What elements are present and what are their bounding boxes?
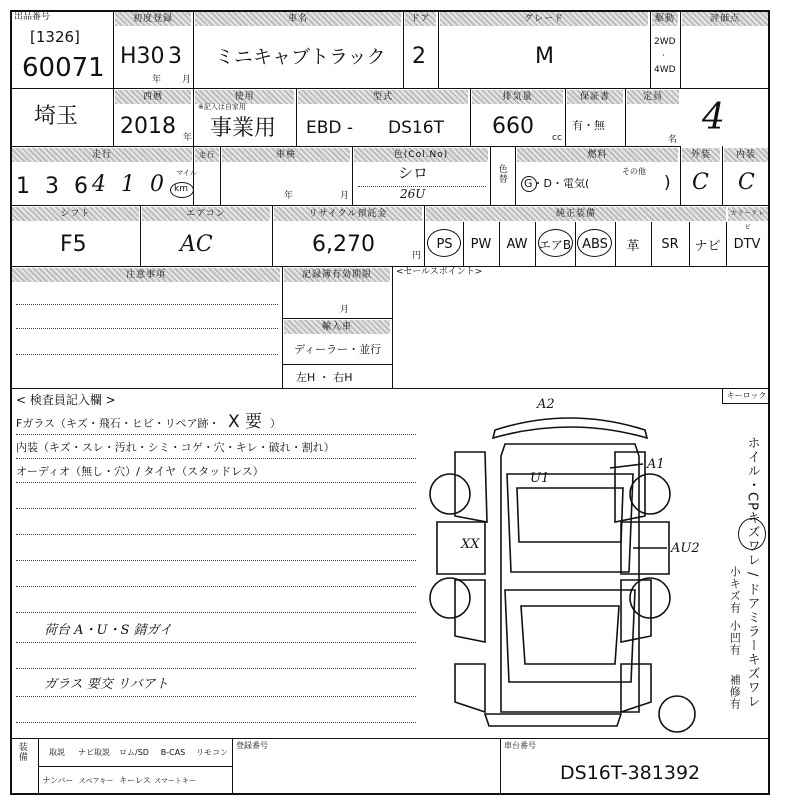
drive-label: 駆動 [652,12,678,26]
doors: 2 [412,44,426,69]
body-outline [501,444,639,712]
footer-divider [500,738,501,795]
inspector-glass-close: ） [270,417,281,430]
carname-label: 車名 [195,12,401,26]
usage-label: 使用 [195,90,294,104]
model-prefix: EBD - [306,118,354,138]
capacity-label: 定員 [627,90,679,104]
equip-ps-circle [427,229,461,257]
inspector-line [16,586,416,587]
row4-divider [424,205,425,266]
equip-sunroof: SR [661,236,679,252]
row2-divider [470,88,471,146]
inspector-line [16,722,416,723]
row1-divider [438,10,439,88]
shift-label: シフト [12,207,139,221]
recycle: 6,270 [312,232,375,257]
color-divider [358,186,486,187]
row2-divider [296,88,297,146]
rear-left-panel [455,664,485,712]
equip-abs: ABS [582,236,608,252]
interior-label: 内装 [724,148,768,162]
footer-smart-key: スマートキー [154,776,196,785]
grade-label: グレード [440,12,648,26]
inspector-line [16,612,416,613]
mileage-unit-km: km [174,184,188,194]
import-label: 輸入車 [284,320,390,334]
warranty-label: 保証書 [567,90,623,104]
wheel-rear-left [430,578,470,618]
truck-bed-inner [521,606,619,664]
model-label: 型式 [298,90,468,104]
equip-pw: PW [470,236,492,252]
row1-divider [113,10,114,88]
grade: M [535,44,554,69]
recycle-label: リサイクル預託金 [274,207,422,221]
inspector-line [16,534,416,535]
wheel-mirror-note: ホイル・CPキズワレ / ドアミラーキズワレ [744,436,760,709]
sales-point-label: <セールスポイント> [396,267,483,277]
year: 2018 [120,114,176,139]
mileage-handwritten: 4 1 0 [92,172,168,197]
drive-2wd: 2WD [654,37,676,47]
cc-unit: cc [552,133,562,143]
import-bottom [282,364,392,365]
tv-label: カラーテレビ [728,207,768,221]
inspection-month-unit: 月 [340,191,350,201]
mark-au2: AU2 [671,541,700,556]
row2-divider [113,88,114,146]
interior: C [738,170,755,195]
row3-divider [352,146,353,205]
equip-airbag: エアB [538,237,572,252]
door-label: ドア [405,12,436,26]
row2-bottom-line [10,146,680,147]
cc-label: 排気量 [472,90,563,104]
truck-bed [505,590,635,682]
row3-divider [515,146,516,205]
exterior: C [692,170,709,195]
capacity-unit: 名 [668,135,678,145]
inspector-line [16,508,416,509]
footer-top-line [10,738,770,739]
fuel-close: ) [664,173,671,193]
color: シロ [398,164,429,182]
inspection-year-unit: 年 [284,191,294,201]
row4-divider [272,205,273,266]
score-label: 評価点 [682,12,768,26]
equip-leather: 革 [626,238,640,254]
cc: 660 [492,114,534,139]
equip-aw: AW [506,236,528,252]
handle: 左H ・ 右H [296,371,353,384]
spare-wheel [659,696,695,732]
lot-label: 出品番号 [14,12,51,22]
footer-remote: リモコン [196,748,228,757]
row5-bottom-line [10,388,770,389]
carname: ミニキャブトラック [215,46,386,68]
caution-label: 注意事項 [12,268,280,282]
row1-divider [193,10,194,88]
roof-panel [517,488,623,542]
reg-number-label: 登録番号 [236,741,268,750]
caution-line [16,304,278,305]
chassis-number: DS16T-381392 [560,762,701,784]
row4-bottom-line [10,266,770,267]
row2-divider [193,88,194,146]
mileage-label: 走行 [12,148,192,162]
row1-divider [403,10,404,88]
small-dent-note: 小凹有 [728,620,742,656]
warranty: 有・無 [572,119,605,132]
equip-airbag-circle [538,229,573,257]
footer-keyless: キーレス [119,776,151,785]
small-scratch-note: 小キズ有 [728,566,742,614]
inspector-line [16,642,416,643]
first-reg-era: H30 [120,44,165,69]
inspector-line-glass: Fガラス（キズ・飛石・ヒビ・リペア跡・ [16,417,220,430]
wheel-scratch-circle [738,518,766,550]
footer-mid-line [38,766,232,767]
footer-navi-manual: ナビ取説 [78,748,110,757]
ac: AC [180,232,213,257]
color-label: 色(Col.No) [354,148,488,162]
first-reg-label: 初度登録 [115,12,191,26]
row3-divider [680,146,681,205]
rear-right-panel [621,664,651,712]
row5-divider [392,266,393,388]
mileage-unit-mile: マイル [176,169,197,177]
wheel-front-left [430,474,470,514]
mileage-fixed: 1 3 6 [16,174,92,199]
rear-bumper [485,714,621,726]
inspector-line [16,668,416,669]
ac-label: エアコン [142,207,270,221]
month-unit: 月 [182,75,192,85]
front-bumper-shape [493,418,647,438]
equip-dtv: DTV [733,236,761,252]
row3-divider [220,146,221,205]
footer-spare-key: スペアキー [78,776,114,785]
footer-number-plate: ナンバー [42,776,74,785]
row5-divider [282,266,283,388]
inspector-note-glass: ガラス 要交 リバアト [44,677,169,692]
inspector-line [16,434,416,435]
usage: 事業用 [210,116,277,141]
wheel-rear-right [630,578,670,618]
lot-number: 60071 [22,53,105,83]
year-unit-2: 年 [183,133,193,143]
recycle-unit: 円 [412,251,422,261]
model: DS16T [388,118,444,138]
row3-divider [722,146,723,205]
color-change-label: 色替 [496,164,507,184]
left-rear-panel [455,580,485,642]
first-reg-month: 3 [168,44,182,69]
footer-manual: 取説 [49,748,65,757]
footer-side-label: 装備 [16,742,27,762]
footer-bcas: B-CAS [160,748,186,757]
mark-a1: A1 [647,457,665,472]
import-options: ディーラー・並行 [294,343,382,356]
color-number: 26U [400,187,426,201]
inspector-glass-mark: X 要 [228,412,263,432]
equip-abs-circle [577,229,612,257]
inspector-line [16,696,416,697]
region: 埼玉 [34,104,79,129]
row1-divider [650,10,651,88]
row3-bottom-line [10,205,770,206]
inspector-line [16,560,416,561]
equip-navi: ナビ [694,238,721,254]
mark-a2: A2 [537,397,555,412]
mark-xx: XX [461,537,480,552]
row2-divider [625,88,626,146]
caution-line [16,354,278,355]
inspector-line [16,458,416,459]
chassis-label: 車台番号 [504,741,536,750]
fuel-label: 燃料 [517,148,678,162]
inspection-label: 車検 [222,148,350,162]
row2-divider [565,88,566,146]
caution-line [16,328,278,329]
equip-ps: PS [436,236,453,252]
inspector-line-audio: オーディオ（無し・穴）/ タイヤ（スタッドレス） [16,465,264,478]
usage-note: ※記入は自家用 [198,103,246,111]
score: 4 [702,97,725,138]
fuel-other: その他 [622,167,646,176]
row1-divider [680,10,681,88]
wheel-front-right [630,474,670,514]
row3-divider [490,146,491,205]
mark-u1: U1 [530,471,550,486]
vehicle-damage-diagram [425,392,725,737]
repair-note: 補修有 [728,674,742,710]
shift: F5 [60,232,87,257]
row1-bottom-line [10,88,770,89]
inspector-note-bed: 荷台 A・U・S 錆ガイ [44,623,173,638]
inspector-title: < 検査員記入欄 > [16,393,116,407]
inspector-line [16,482,416,483]
lot-bracket: [1326] [30,28,80,46]
record-month: 月 [340,305,350,315]
exterior-label: 外装 [682,148,720,162]
row4-divider [140,205,141,266]
inspector-line-interior: 内装（キズ・スレ・汚れ・シミ・コゲ・穴・キレ・破れ・割れ） [16,441,335,454]
drive-4wd: 4WD [654,65,676,75]
mileage-check-label: 走行 [195,148,219,162]
footer-rom-sd: ロム/SD [119,748,149,757]
fuel: G・D・電気( [524,177,590,190]
keylock-label: キーロック [722,388,770,404]
footer-divider [232,738,233,795]
year-label: 西暦 [115,90,191,104]
equipment-label: 純正装備 [426,207,726,221]
record-label: 記録簿有効期限 [284,268,390,282]
auction-sheet: 出品番号 [1326] 60071 初度登録 H30 3 年 月 車名 ミニキャブトラック ドア 2 グレード M 駆動 2WD · 4WD 評価点 4 埼玉 西暦 2018 年 使用 ※記入は自家用 事業用 型式 EBD - DS16T 排気量 660 cc 保証書 有・無 定員 名 走行 1 3 6 4 1 0 マイル km 走行 車検 年 月 色(Col.No) シロ 26U 色替 燃料 G・D・電気( その他 ) 外装 C 内装 C シフト F5 エアコン AC リサイクル預託金 6,270 円 純正装備 カラーテレビ PS PW AW エアB ABS 革 SR ナビ DTV 注意事項 記録簿有効期限 月 輸入車 ディーラー・並行 左H ・ 右H <セールスポイント> < 検査員記入欄 > Fガラス（キズ・飛石・ヒビ・リペア跡・ X 要 ） 内装（キズ・スレ・汚れ・シミ・コゲ・穴・キレ・破れ・割れ） オーディオ（無し・穴）/ タイヤ（スタッドレス） 荷台 A・U・S 錆ガイ ガラス 要交 リバアト キーロック A2 U1 A1 AU2 XX ホイル・CPキズワレ / ドアミラーキズワレ 小キズ有 小凹有 補修有 装備 取説 ナビ取説 ロム/SD B-CAS リモコン ナンバー スペアキー キーレス スマートキー 登録番号 車台番号 DS16T-381392 [0,0,800,800]
year-unit: 年 [152,75,162,85]
record-bottom [282,318,392,319]
